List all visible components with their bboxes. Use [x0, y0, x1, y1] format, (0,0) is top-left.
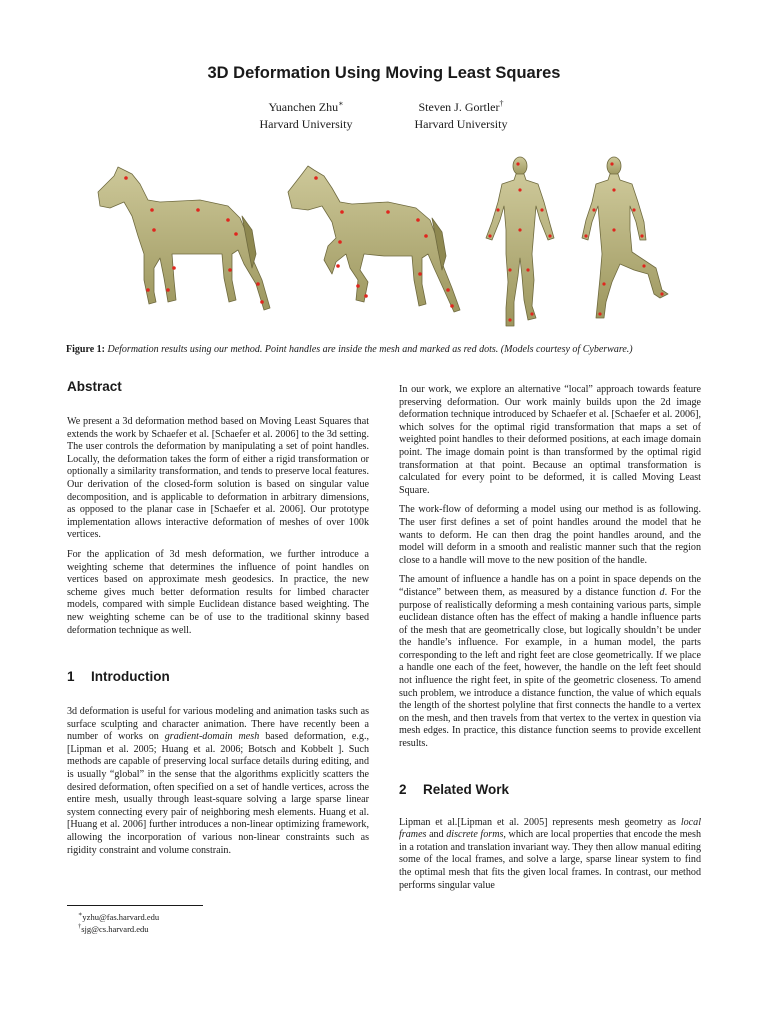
footnote-rule: [67, 905, 203, 906]
section-number: 2: [399, 781, 407, 797]
paper-title: 3D Deformation Using Moving Least Squares: [207, 64, 561, 82]
body-paragraph: The work-flow of deforming a model using our method is as following. The user first defines a set of point handles around the model that he wants to deform. He can then drag the point handles around, and the model will deform in a smooth and realistic manner such that the region close to a handle will move to the new position of the handle.: [399, 504, 701, 566]
emphasized-term: gradient-domain mesh: [164, 731, 260, 743]
text-run: , which are local properties that encode the mesh in a rotation and translation invariant way. They then allow manual editing some of the local frames, and solve a large, sparse linear system to find the optimal mesh that fits the given local frames. In contrast, our method performs singular value: [399, 829, 701, 891]
footnote-mark: †: [78, 923, 82, 930]
related-work-heading: [399, 781, 701, 799]
text-run: 3d deformation is useful for various modeling and animation tasks such as surface sculpting and character animation. There have recently been a number of works on: [67, 706, 369, 743]
section-number: 1: [67, 669, 75, 685]
figure-1-image: [88, 150, 688, 335]
text-run: based deformation, e.g., [Lipman et al. 2005; Huang et al. 2006; Botsch and Kobbelt ]. Such methods are capable of preserving local surface details during editing, and is usually “global” in the sense that the algorithms explicitly scatters the desired deformation, often specified on a set of handle vertices, across the entire mesh, usually through least-square solving a large sparse linear system connecting every pair of neighboring mesh elements. Huang et al. [Huang et al. 2006] further introduces a non-linear optimizing framework, allowing the incorporation of various non-linear constraints such as rigidity constraint and volume constrain.: [67, 731, 369, 856]
human-deformed-pose: [582, 157, 668, 318]
section-title: Introduction: [91, 669, 170, 685]
author-name: Steven J. Gortler: [418, 100, 500, 114]
text-run: Lipman et al.[Lipman et al. 2005] represents mesh geometry as: [399, 816, 681, 828]
text-run: . For the purpose of realistically deforming a mesh containing various parts, simple euclidean distance often has the effect of making a handle influence parts of the mesh that are geometrically close, but logically shouldn’t be under the handle’s influence. For example, in a human model, the parts corresponding to the left and right feet are close geometrically. If we place a handle one each of the feet, however, the handle on the left feet should not influence the right feet, in spite of the geometric closeness. To amend such problem, we introduce a distance function, the value of which equals the length of the shortest polyline that first connects the handle to a vertex on the mesh, and then travels from that vertex to the vertex in question via mesh edges. In practice, this distance function seems to provide excellent results.: [399, 586, 701, 750]
figure-caption-text: Deformation results using our method. Point handles are inside the mesh and marked as red dots. (Models courtesy of Cyberware.): [107, 344, 633, 355]
author-affiliation: Harvard University: [259, 117, 353, 131]
text-run: and: [426, 829, 447, 841]
figure-caption: [66, 344, 716, 355]
abstract-paragraph: For the application of 3d mesh deformation, we further introduce a weighting scheme that determines the influence of point handles on vertices based on approximate mesh geodesics. In practice, the new scheme gives much better deformation results for limbed character models, compared with simple Euclidean distance based weighting. The new weighting scheme can be of use to the traditional skinny based deformation technique as well.: [67, 548, 369, 636]
author-2: [376, 99, 546, 133]
body-paragraph: In our work, we explore an alternative “local” approach towards feature preserving deformation. Our work mainly builds upon the 2d image deformation technique introduced by Schaefer et al. [Schaefer et al. 2006], which solves for the optimal rigid transformation that maps a set of weighted point handles to their deformed positions, at each image domain point. The image domain point is than transformed by the optimal rigid transformation at that point. Because an optimal transformation is calculated for every point to be deformed, it is called Moving Least Square.: [399, 384, 701, 496]
body-paragraph: [399, 574, 701, 750]
footnote-mark: ∗: [78, 911, 83, 918]
human-rest-pose: [486, 157, 554, 326]
author-affiliation: Harvard University: [414, 117, 508, 131]
author-mark: ∗: [338, 99, 344, 108]
abstract-paragraph: We present a 3d deformation method based on Moving Least Squares that extends the work by Schaefer et al. [Schaefer et al. 2006] to the 3d setting. The user controls the deformation by manipulating a set of point handles. Locally, the deformation takes the form of either a rigid transformation or optionally a similarity transformation, and tends to preserve local features. Our derivation of the closed-form solution is based on singular value decomposition, and is applicable to deformation in arbitrary dimensions, as opposed to the planar case in [Schaefer et al. 2006]. Our prototype implementation allows interactive deformation of meshes of over 100k vertices.: [67, 416, 369, 541]
text-run: The amount of influence a handle has on a point in space depends on the “distance” between them, as measured by a distance function: [399, 574, 701, 598]
footnote-email: yzhu@fas.harvard.edu: [82, 911, 160, 922]
related-work-paragraph: [399, 817, 701, 893]
abstract-heading: Abstract: [67, 379, 122, 394]
footnote-email: sjg@cs.harvard.edu: [81, 923, 149, 934]
author-mark: †: [499, 99, 504, 108]
math-symbol: d: [659, 586, 665, 598]
introduction-paragraph: [67, 706, 369, 857]
footnote-2: [78, 921, 149, 935]
left-column: [67, 378, 369, 857]
horse-rest-pose: [98, 167, 270, 310]
author-name: Yuanchen Zhu: [268, 100, 339, 114]
section-title: Related Work: [423, 781, 510, 797]
emphasized-term: discrete forms: [446, 829, 504, 841]
emphasized-term: local frames: [399, 816, 701, 841]
right-column: [399, 384, 701, 892]
introduction-heading: [67, 668, 369, 686]
figure-label: Figure 1:: [66, 344, 105, 355]
author-1: [221, 99, 391, 133]
horse-deformed-pose: [288, 166, 460, 312]
